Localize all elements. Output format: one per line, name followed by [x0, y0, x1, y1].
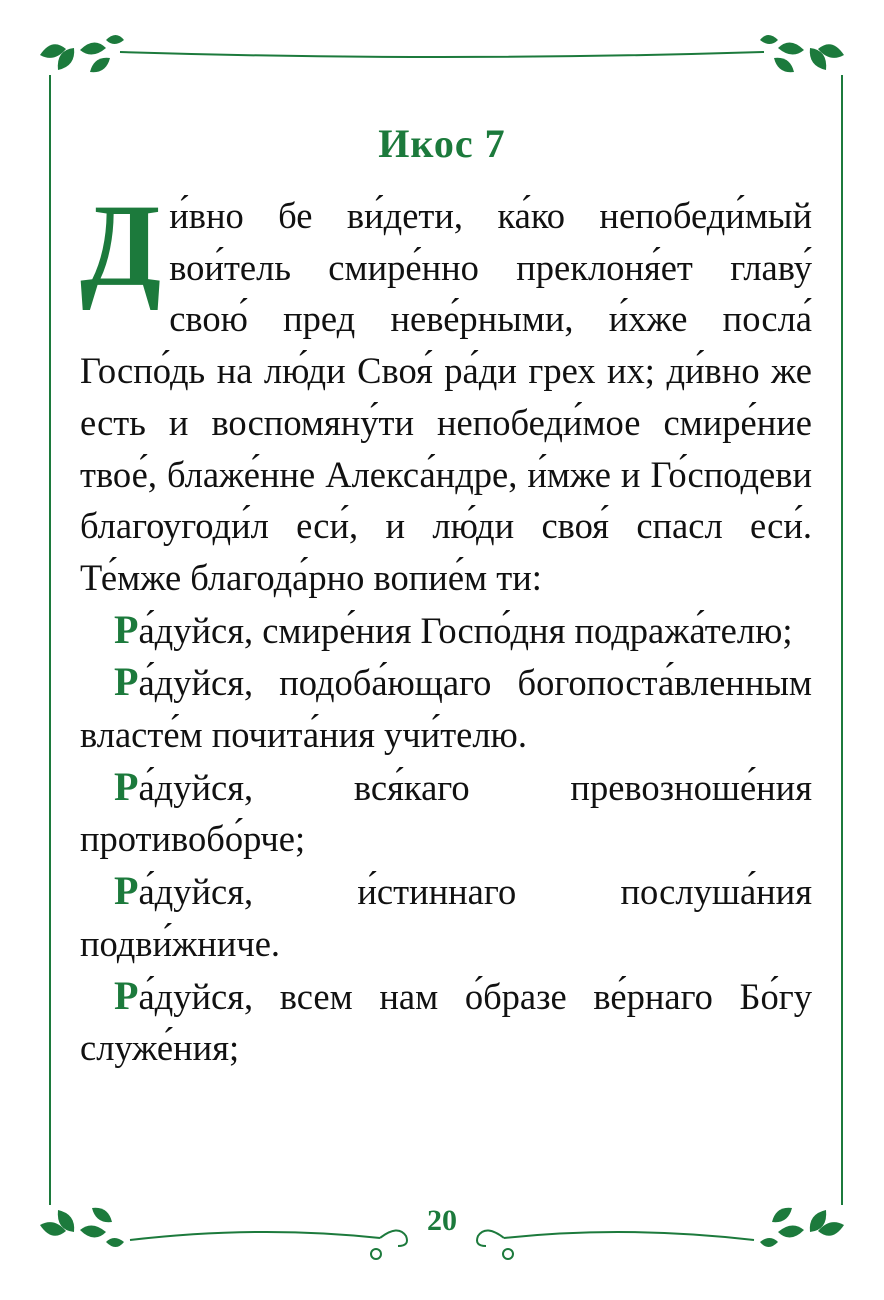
rejoice-line	[80, 604, 812, 657]
rejoice-text: а́дуйся, и́стиннаго послуша́ния подви́жниче.	[80, 871, 812, 964]
text-body	[80, 180, 812, 1074]
rejoice-text: а́дуйся, подоба́ющаго богопоста́вленным власте́м почита́ния учи́телю.	[80, 662, 812, 756]
page-number: 20	[427, 1204, 457, 1237]
rejoice-line	[80, 970, 812, 1074]
rejoice-cap: Р	[114, 763, 139, 809]
rejoice-text: а́дуйся, смире́ния Госпо́дня подража́телю;	[138, 609, 793, 651]
rejoice-cap: Р	[114, 606, 139, 652]
rejoice-cap: Р	[114, 972, 139, 1018]
drop-cap: Д	[80, 180, 162, 311]
main-paragraph	[80, 180, 812, 604]
rejoice-line	[80, 656, 812, 760]
corner-vine-top-left	[40, 35, 124, 72]
rejoice-cap: Р	[114, 868, 139, 914]
rejoice-line	[80, 761, 812, 865]
main-paragraph-text: и́вно бе ви́дети, ка́ко непобеди́мый вои́тель смире́нно преклоня́ет главу́ свою́ пред неве́рными, и́хже посла́ Госпо́дь на лю́ди Своя́ ра́ди грех их; ди́вно же есть и воспомяну́ти непобеди́мое смире́ние твое́, блаже́нне Алекса́ндре, и́мже и Го́сподеви благоугоди́л еси́, и лю́ди своя́ спасл еси́. Те́мже благода́рно вопие́м ти:	[80, 195, 812, 598]
rejoice-cap: Р	[114, 659, 139, 705]
section-title: Икос 7	[378, 121, 506, 166]
rejoice-text: а́дуйся, всем нам о́бразе ве́рнаго Бо́гу служе́ния;	[80, 975, 812, 1069]
rejoice-line	[80, 865, 812, 969]
corner-vine-top-right	[760, 35, 844, 72]
rejoice-text: а́дуйся, вся́каго превозноше́ния противобо́рче;	[80, 766, 812, 860]
